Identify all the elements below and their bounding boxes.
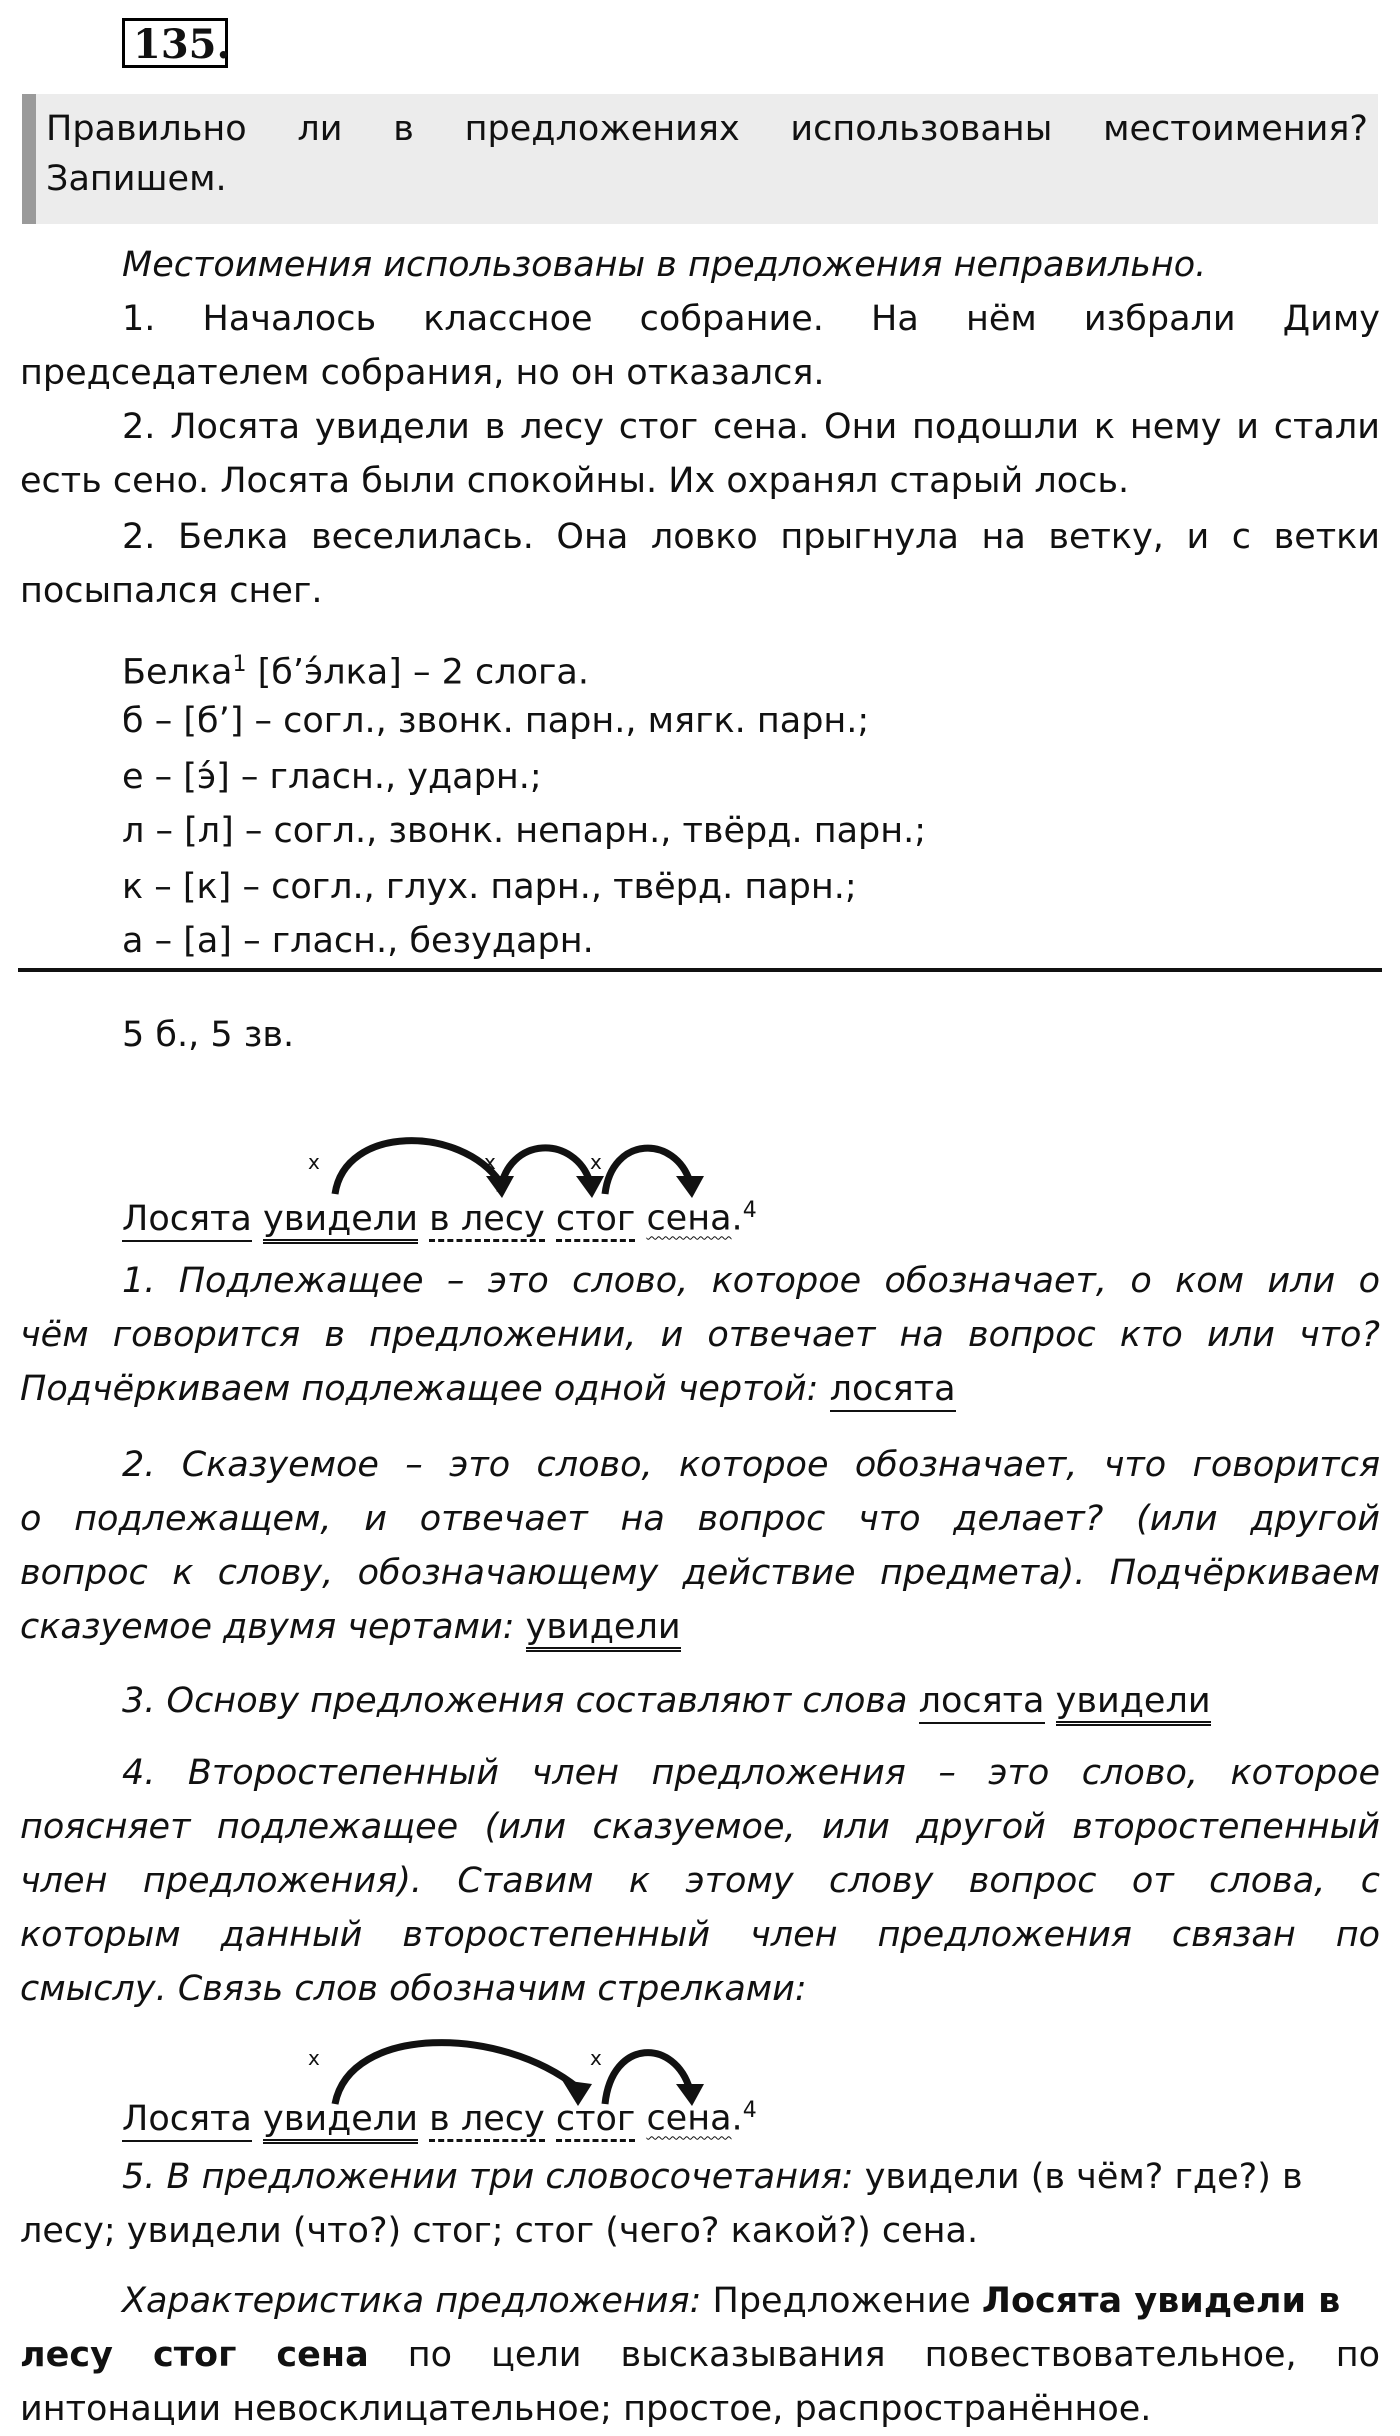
phonetic-row: к – [к] – согл., глух. парн., твёрд. парн.;: [122, 867, 857, 907]
characteristics-text: Предложение: [701, 2281, 982, 2321]
phrases-label: 5. В предложении три словосочетания:: [122, 2157, 854, 2197]
characteristics-label: Характеристика предложения:: [122, 2281, 702, 2321]
section-divider: [18, 968, 1382, 972]
subject-example: лосята: [830, 1369, 956, 1412]
attribute-word: сена: [646, 2098, 732, 2139]
phonetic-heading: [122, 640, 589, 698]
characteristics-line: [122, 2276, 1340, 2326]
analysis-line: 4. Второстепенный член предложения – это слово, которое: [122, 1753, 1380, 1793]
phonetic-row: б – [б’] – согл., звонк. парн., мягк. парн.;: [122, 701, 870, 741]
answer-line: председателем собрания, но он отказался.: [20, 353, 825, 393]
predicate-word: увидели: [263, 2099, 418, 2144]
sentence-sup: 4: [742, 2098, 757, 2123]
answer-line: посыпался снег.: [20, 571, 323, 611]
circumstance-word: в лесу: [429, 1199, 545, 1242]
circumstance-word: в лесу: [429, 2099, 545, 2142]
answer-line: 1. Началось классное собрание. На нём избрали Диму: [122, 299, 1380, 339]
task-number: 135.: [122, 18, 228, 68]
analysis-line: чём говорится в предложении, и отвечает на вопрос кто или что?: [20, 1315, 1380, 1355]
task-prompt-line: Правильно ли в предложениях использованы местоимения?: [46, 109, 1368, 149]
analysis-line: которым данный второстепенный член предложения связан по: [20, 1915, 1380, 1955]
phonetic-word: Белка: [122, 652, 233, 693]
predicate-example: увидели: [1056, 1681, 1211, 1726]
phonetic-row: л – [л] – согл., звонк. непарн., твёрд. парн.;: [122, 811, 927, 851]
answer-line: есть сено. Лосята были спокойны. Их охранял старый лось.: [20, 461, 1130, 501]
phonetic-transcription: [б’э́лка] – 2 слога.: [246, 652, 589, 693]
link-mark: x: [590, 2046, 602, 2070]
task-prompt-line: Запишем.: [46, 159, 227, 199]
parsed-sentence: [122, 2086, 757, 2144]
attribute-word: сена: [646, 1198, 732, 1239]
sentence-dot: .: [731, 2098, 743, 2139]
analysis-line: [20, 1364, 956, 1414]
analysis-text: Подчёркиваем подлежащее одной чертой:: [20, 1369, 819, 1409]
analysis-line: поясняет подлежащее (или сказуемое, или другой второстепенный: [20, 1807, 1380, 1847]
predicate-example: увидели: [526, 1607, 681, 1652]
subject-word: Лосята: [122, 2099, 252, 2142]
analysis-line: вопрос к слову, обозначающему действие предмета). Подчёркиваем: [20, 1553, 1380, 1593]
link-mark: x: [484, 1150, 496, 1174]
characteristics-sentence: Лосята увидели в: [981, 2281, 1341, 2321]
analysis-line: 1. Подлежащее – это слово, которое обозначает, о ком или о: [122, 1261, 1380, 1301]
phrases-text: увидели (в чём? где?) в: [853, 2157, 1303, 2197]
analysis-line: смыслу. Связь слов обозначим стрелками:: [20, 1969, 807, 2009]
phonetic-sup: 1: [232, 652, 247, 677]
parsed-sentence: [122, 1186, 757, 1244]
characteristics-sentence: лесу стог сена: [20, 2335, 369, 2375]
phonetic-total: 5 б., 5 зв.: [122, 1015, 295, 1055]
analysis-text: сказуемое двумя чертами:: [20, 1607, 515, 1647]
characteristics-text: по цели высказывания повествовательное, по: [368, 2335, 1380, 2375]
phrases-line: [122, 2152, 1303, 2202]
analysis-line: 2. Сказуемое – это слово, которое обозначает, что говорится: [122, 1445, 1380, 1485]
phrases-line: лесу; увидели (что?) стог; стог (чего? какой?) сена.: [20, 2211, 979, 2251]
object-word: стог: [556, 2099, 635, 2142]
analysis-line: о подлежащем, и отвечает на вопрос что делает? (или другой: [20, 1499, 1380, 1539]
analysis-text: 3. Основу предложения составляют слова: [122, 1681, 908, 1721]
link-mark: x: [590, 1150, 602, 1174]
subject-example: лосята: [919, 1681, 1045, 1724]
analysis-line: [20, 1602, 681, 1652]
answer-heading: Местоимения использованы в предложения неправильно.: [122, 245, 1207, 285]
phonetic-row: е – [э́] – гласн., ударн.;: [122, 757, 542, 797]
link-mark: x: [308, 1150, 320, 1174]
link-mark: x: [308, 2046, 320, 2070]
characteristics-line: интонации невосклицательное; простое, распространённое.: [20, 2389, 1152, 2429]
analysis-line: член предложения). Ставим к этому слову вопрос от слова, с: [20, 1861, 1380, 1901]
phonetic-row: а – [а] – гласн., безударн.: [122, 921, 594, 961]
sentence-sup: 4: [742, 1198, 757, 1223]
characteristics-line: [20, 2330, 1380, 2380]
answer-line: 2. Белка веселилась. Она ловко прыгнула на ветку, и с ветки: [122, 517, 1380, 557]
answer-line: 2. Лосята увидели в лесу стог сена. Они подошли к нему и стали: [122, 407, 1380, 447]
object-word: стог: [556, 1199, 635, 1242]
subject-word: Лосята: [122, 1199, 252, 1242]
predicate-word: увидели: [263, 1199, 418, 1244]
sentence-dot: .: [731, 1198, 743, 1239]
analysis-line: [122, 1676, 1211, 1726]
